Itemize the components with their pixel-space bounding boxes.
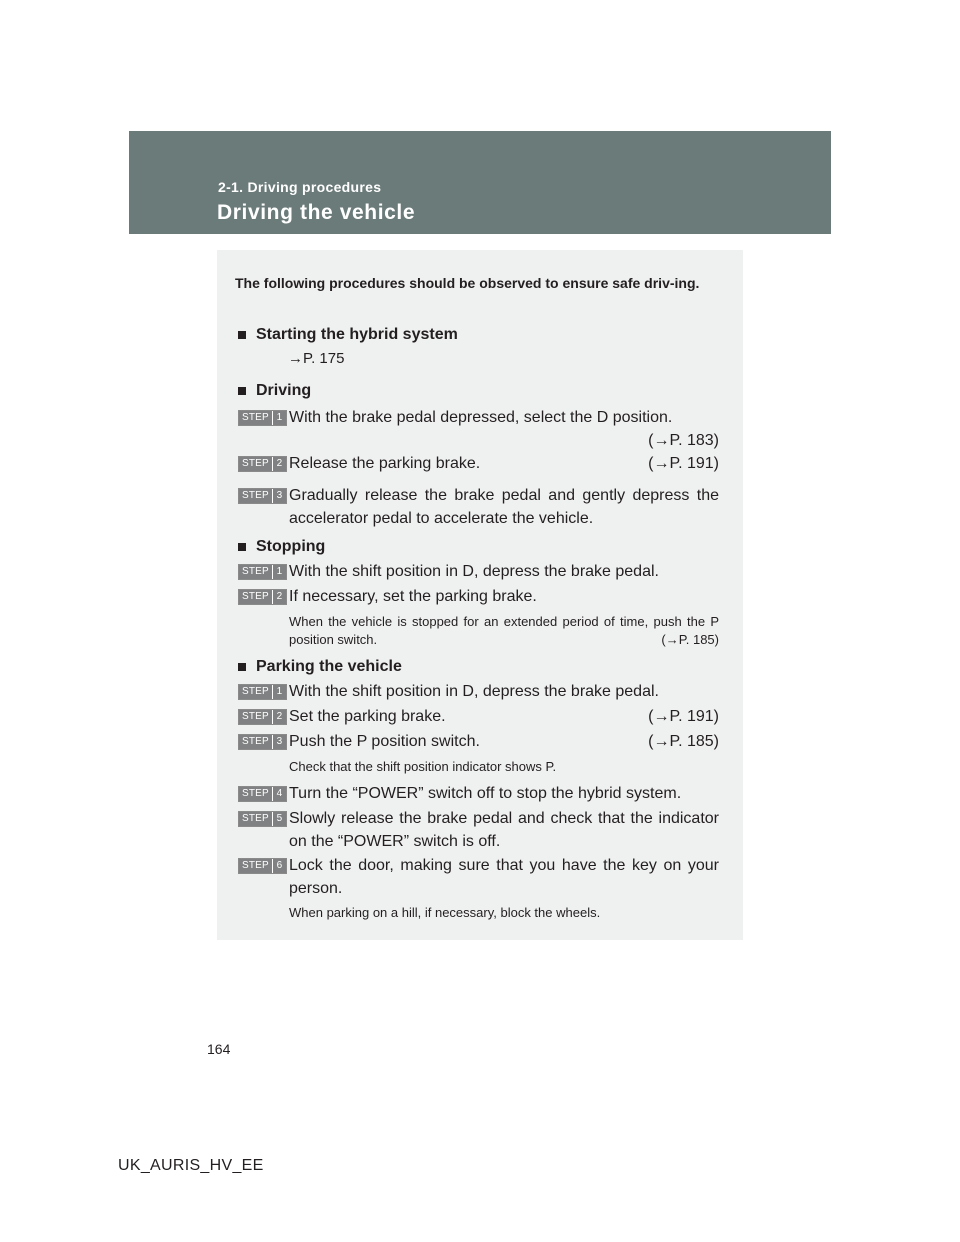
square-bullet-icon xyxy=(238,331,246,339)
heading-stopping-text: Stopping xyxy=(256,538,326,555)
page-ref: (→P. 185) xyxy=(661,632,719,647)
square-bullet-icon xyxy=(238,543,246,551)
stopping-step-1 xyxy=(238,564,719,587)
step-text: With the shift position in D, depress the brake pedal. xyxy=(289,563,659,580)
step-badge: STEP 2 xyxy=(238,589,287,605)
step-badge: STEP 1 xyxy=(238,684,287,700)
page-ref: (→P. 183) xyxy=(648,432,719,449)
page-ref: (→P. 185) xyxy=(648,733,719,750)
parking-step-1 xyxy=(238,684,719,707)
header-band xyxy=(129,131,831,234)
parking-step-5 xyxy=(238,811,719,857)
step-text: Turn the “POWER” switch off to stop the hybrid system. xyxy=(289,785,682,802)
parking-step-4 xyxy=(238,786,719,809)
stopping-note: When the vehicle is stopped for an extended period of time, push the P position switch. (→P. 185) xyxy=(289,614,719,647)
step-badge: STEP 1 xyxy=(238,564,287,580)
stopping-step-2 xyxy=(238,589,719,612)
page-ref: (→P. 191) xyxy=(648,708,719,725)
step-text: If necessary, set the parking brake. xyxy=(289,588,537,605)
step-badge: STEP 5 xyxy=(238,811,287,827)
step-text: Slowly release the brake pedal and check that the indicator on the “POWER” switch is off. xyxy=(289,810,719,850)
heading-starting-text: Starting the hybrid system xyxy=(256,326,458,343)
step-badge: STEP 2 xyxy=(238,709,287,725)
step-badge: STEP 3 xyxy=(238,488,287,504)
step-badge: STEP 4 xyxy=(238,786,287,802)
heading-parking xyxy=(238,658,402,676)
driving-step-2 xyxy=(238,456,719,479)
step-text: Gradually release the brake pedal and gently depress the accelerator pedal to accelerate the vehicle. xyxy=(289,487,719,527)
step-text: With the shift position in D, depress the brake pedal. xyxy=(289,683,659,700)
section-label: 2-1. Driving procedures xyxy=(218,179,382,195)
step-text: Push the P position switch. (→P. 185) xyxy=(289,730,719,753)
step-badge: STEP 3 xyxy=(238,734,287,750)
step-text: Release the parking brake. (→P. 191) xyxy=(289,452,719,475)
parking-step-3 xyxy=(238,734,719,757)
heading-parking-text: Parking the vehicle xyxy=(256,658,402,675)
starting-ref: →P. 175 xyxy=(288,350,345,367)
heading-driving-text: Driving xyxy=(256,382,312,399)
driving-step-1 xyxy=(238,410,719,456)
parking-step-6 xyxy=(238,858,719,904)
driving-step-3 xyxy=(238,488,719,534)
step-badge: STEP 1 xyxy=(238,410,287,426)
content-box xyxy=(217,250,743,940)
heading-stopping xyxy=(238,538,325,556)
heading-driving xyxy=(238,382,311,400)
step-badge: STEP 2 xyxy=(238,456,287,472)
intro-text: The following procedures should be observed to ensure safe driv-ing. xyxy=(235,275,700,291)
step-badge: STEP 6 xyxy=(238,858,287,874)
step-text: With the brake pedal depressed, select the D position. (→P. 183) xyxy=(289,406,719,429)
parking-note-hill: When parking on a hill, if necessary, block the wheels. xyxy=(289,905,601,920)
parking-step-2 xyxy=(238,709,719,732)
page-title: Driving the vehicle xyxy=(217,201,416,224)
parking-note-indicator: Check that the shift position indicator shows P. xyxy=(289,759,557,774)
square-bullet-icon xyxy=(238,663,246,671)
page-number: 164 xyxy=(207,1041,231,1057)
document-code: UK_AURIS_HV_EE xyxy=(118,1157,264,1174)
step-text: Lock the door, making sure that you have the key on your person. xyxy=(289,857,719,897)
square-bullet-icon xyxy=(238,387,246,395)
step-text: Set the parking brake. (→P. 191) xyxy=(289,705,719,728)
heading-starting xyxy=(238,326,458,344)
page-ref: (→P. 191) xyxy=(648,455,719,472)
